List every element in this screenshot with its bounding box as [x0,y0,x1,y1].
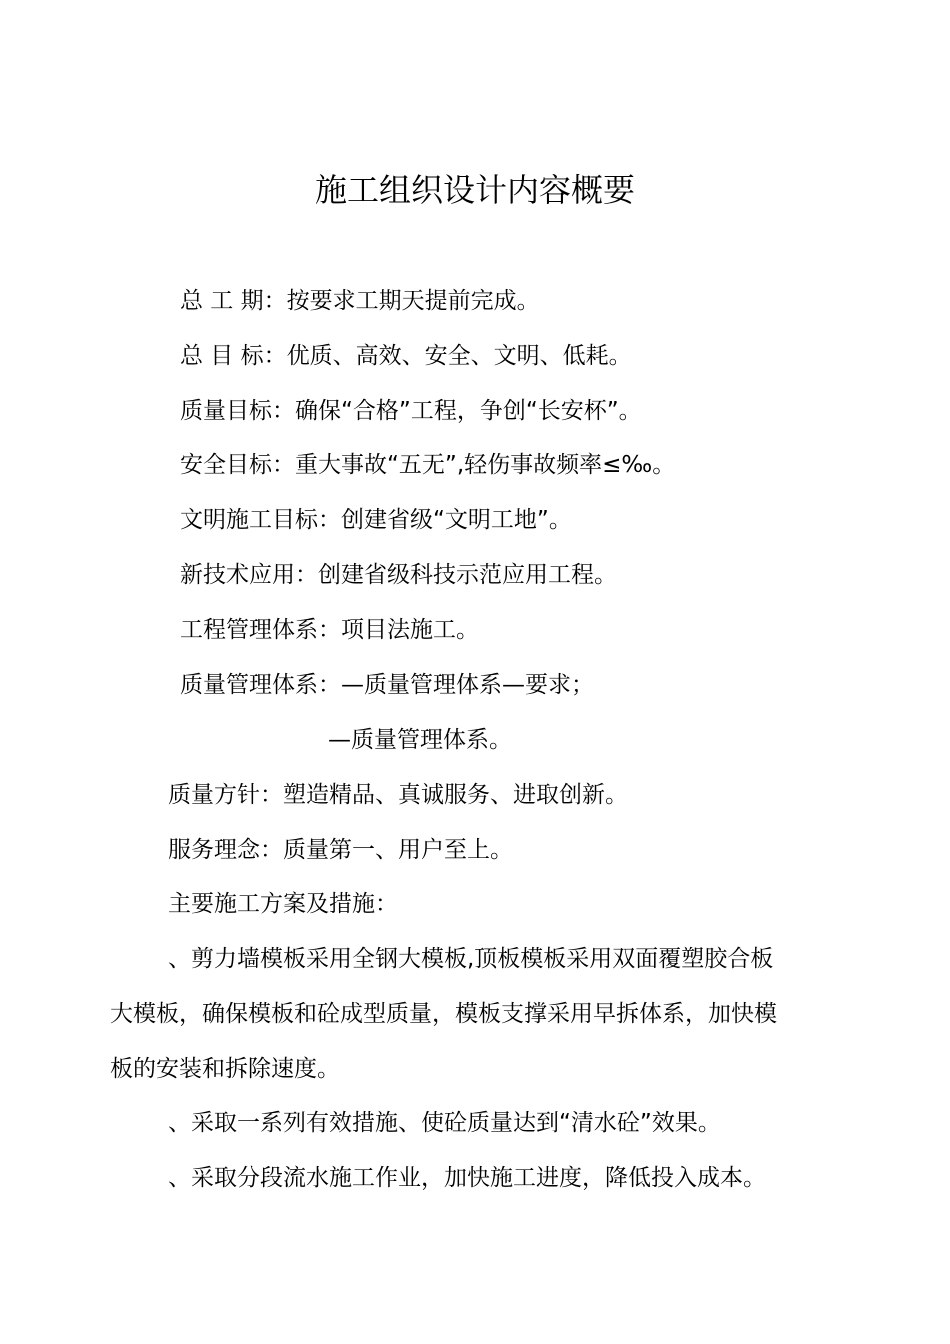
paragraph-safety-goal: 安全目标：重大事故“五无”,轻伤事故频率≤‰。 [180,452,676,478]
paragraph-formwork-line-2: 大模板，确保模板和砼成型质量，模板支撑采用早拆体系，加快模 [110,1001,777,1027]
paragraph-engineering-management: 工程管理体系：项目法施工。 [180,617,479,643]
paragraph-total-duration: 总 工 期：按要求工期天提前完成。 [180,288,540,314]
paragraph-main-plan-heading: 主要施工方案及措施： [168,891,398,917]
paragraph-total-goal: 总 目 标：优质、高效、安全、文明、低耗。 [180,343,632,369]
paragraph-quality-management-cont: —质量管理体系。 [328,727,512,753]
paragraph-new-technology: 新技术应用：创建省级科技示范应用工程。 [180,562,617,588]
paragraph-civilized-construction-goal: 文明施工目标：创建省级“文明工地”。 [180,507,572,533]
paragraph-service-concept: 服务理念：质量第一、用户至上。 [168,837,513,863]
paragraph-concrete-quality: 、采取一系列有效措施、使砼质量达到“清水砼”效果。 [168,1110,721,1136]
paragraph-sectional-flow: 、采取分段流水施工作业，加快施工进度，降低投入成本。 [168,1165,766,1191]
paragraph-formwork-line-1: 、剪力墙模板采用全钢大模板,顶板模板采用双面覆塑胶合板 [168,946,774,972]
paragraph-quality-goal: 质量目标：确保“合格”工程，争创“长安杯”。 [180,398,642,424]
document-title: 施工组织设计内容概要 [314,171,635,209]
paragraph-quality-policy: 质量方针：塑造精品、真诚服务、进取创新。 [168,782,628,808]
paragraph-quality-management: 质量管理体系：—质量管理体系—要求； [180,672,594,698]
paragraph-formwork-line-3: 板的安装和拆除速度。 [110,1056,340,1082]
